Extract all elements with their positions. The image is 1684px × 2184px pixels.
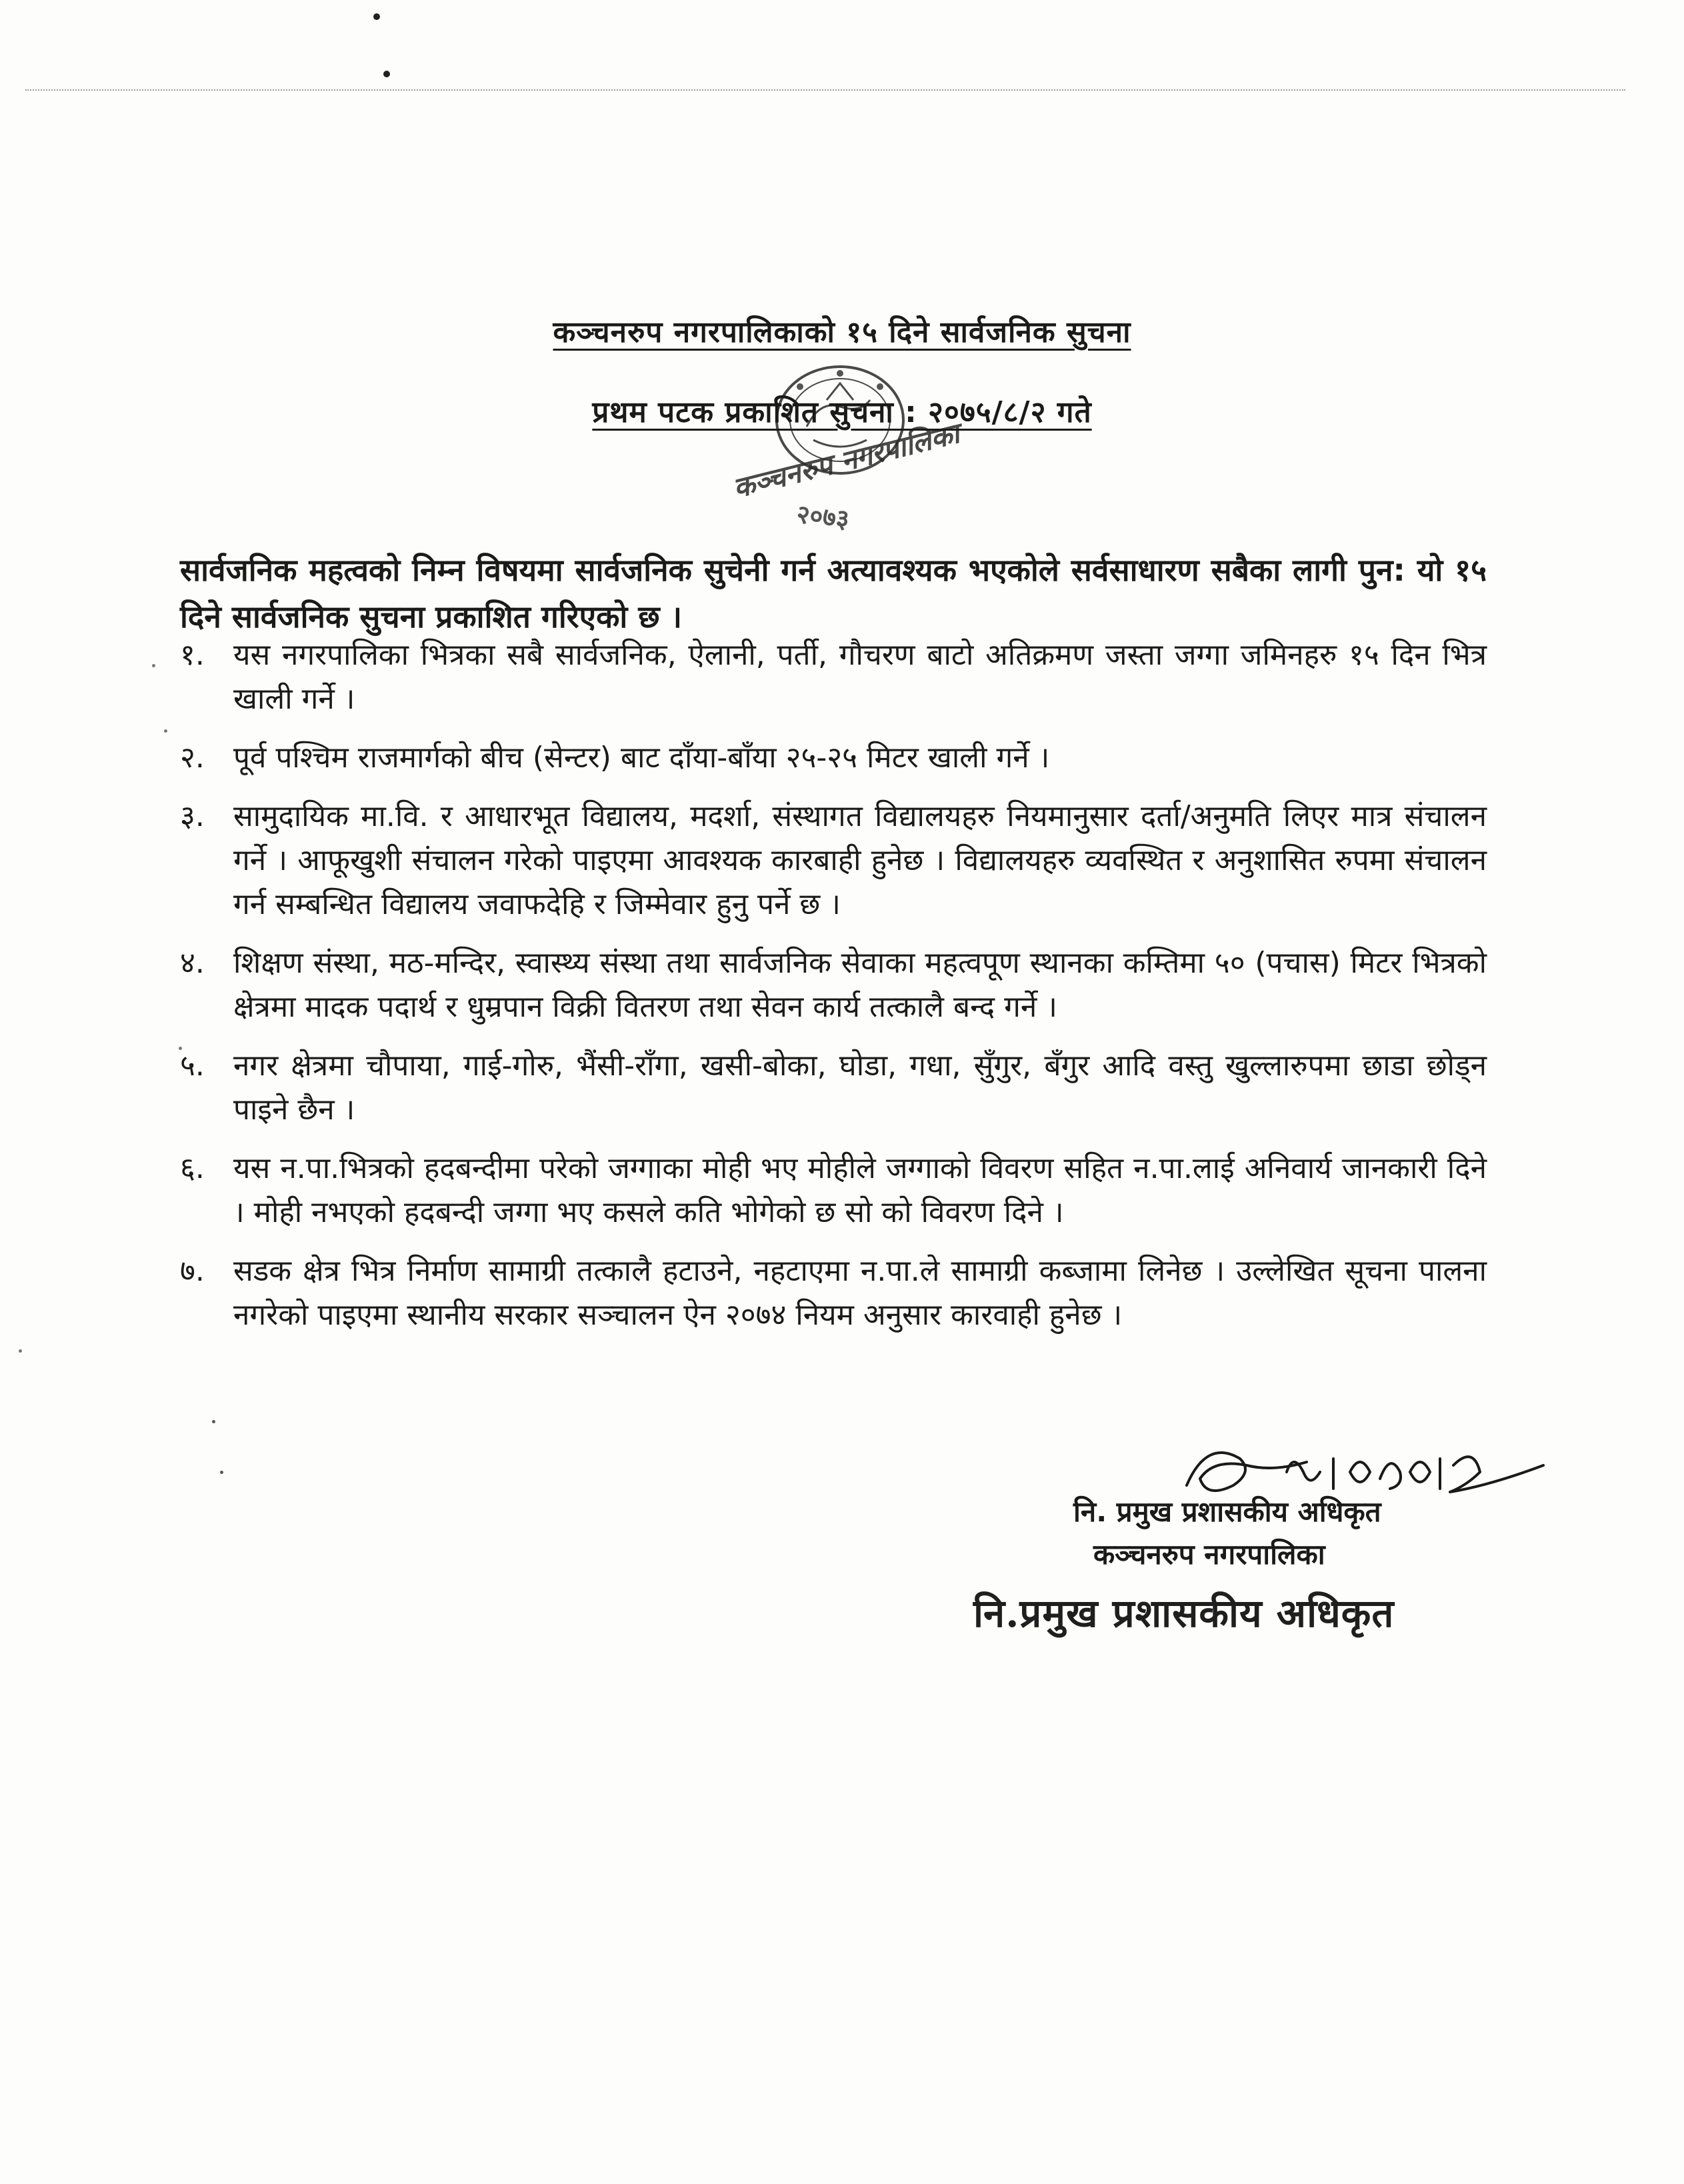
scan-speck [164,729,167,733]
notice-subtitle-text: प्रथम पटक प्रकाशित सुचना : २०७५/८/२ गते [592,395,1092,429]
item-number: २. [180,741,205,775]
scan-speck [19,1349,22,1353]
signatory-rubber-stamp: नि.प्रमुख प्रशासकीय अधिकृत [973,1591,1395,1636]
notice-title-text: कञ्चनरुप नगरपालिकाको १५ दिने सार्वजनिक सुचना [553,315,1131,349]
item-text: नगर क्षेत्रमा चौपाया, गाई-गोरु, भैंसी-राँगा, खसी-बोका, घोडा, गधा, सुँगुर, बँगुर आदि वस्तु खुल्लारुपमा छाडा छोड्न पाइने छैन । [233,1049,1487,1127]
item-number: १. [180,638,205,672]
scan-speck [383,71,390,77]
notice-title [0,311,1684,351]
signature-block [973,1432,1547,1859]
item-number: ४. [180,946,205,980]
item-text: यस न.पा.भित्रको हदबन्दीमा परेको जग्गाका मोही भए मोहीले जग्गाको विवरण सहित न.पा.लाई अनिवार्य जानकारी दिने । मोही नभएको हदबन्दी जग्गा भए कसले कति भोगेको छ सो को विवरण दिने । [233,1151,1487,1229]
item-number: ३. [180,799,205,833]
office-seal-year: २०७३ [795,499,851,535]
list-item [180,1044,1487,1132]
item-number: ५. [180,1049,205,1083]
signatory-title: नि. प्रमुख प्रशासकीय अधिकृत [1073,1495,1381,1528]
notice-intro-paragraph: सार्वजनिक महत्वको निम्न विषयमा सार्वजनिक सुचेनी गर्न अत्यावश्यक भएकोले सर्वसाधारण सबैका लागी पुन: यो १५ दिने सार्वजनिक सुचना प्रकाशित गरिएको छ । [180,552,1487,635]
notice-items-list [180,633,1487,1352]
list-item [180,941,1487,1029]
list-item [180,633,1487,721]
item-text: सडक क्षेत्र भित्र निर्माण सामाग्री तत्कालै हटाउने, नहटाएमा न.पा.ले सामाग्री कब्जामा लिनेछ । उल्लेखित सूचना पालना नगरेको पाइएमा स्थानीय सरकार सञ्चालन ऐन २०७४ नियम अनुसार कारवाही हुनेछ । [233,1254,1487,1332]
signatory-office: कञ्चनरुप नगरपालिका [1093,1538,1325,1571]
scan-speck [373,13,380,20]
office-seal-text: कञ्चनरुप नगरपालिका [729,417,963,505]
list-item [180,1249,1487,1337]
item-number: ७. [180,1254,205,1288]
item-text: यस नगरपालिका भित्रका सबै सार्वजनिक, ऐलानी, पर्ती, गौचरण बाटो अतिक्रमण जस्ता जग्गा जमिनहरु १५ दिन भित्र खाली गर्ने । [233,638,1487,716]
scan-speck [220,1471,223,1474]
item-number: ६. [180,1151,205,1185]
list-item [180,795,1487,927]
scan-speck [212,1420,215,1423]
scan-speck [152,664,155,667]
item-text: शिक्षण संस्था, मठ-मन्दिर, स्वास्थ्य संस्था तथा सार्वजनिक सेवाका महत्वपूण स्थानका कम्तिमा ५० (पचास) मिटर भित्रको क्षेत्रमा मादक पदार्थ र धुम्रपान विक्री वितरण तथा सेवन कार्य तत्कालै बन्द गर्ने । [233,946,1487,1024]
item-text: सामुदायिक मा.वि. र आधारभूत विद्यालय, मदर्शा, संस्थागत विद्यालयहरु नियमानुसार दर्ता/अनुमति लिएर मात्र संचालन गर्ने । आफूखुशी संचालन गरेको पाइएमा आवश्यक कारबाही हुनेछ । विद्यालयहरु व्यवस्थित र अनुशासित रुपमा संचालन गर्न सम्बन्धित विद्यालय जवाफदेहि र जिम्मेवार हुनु पर्ने छ । [233,799,1487,921]
list-item [180,736,1487,780]
list-item [180,1147,1487,1235]
item-text: पूर्व पश्चिम राजमार्गको बीच (सेन्टर) बाट दाँया-बाँया २५-२५ मिटर खाली गर्ने । [233,741,1050,775]
notice-subtitle [0,391,1684,431]
top-dotted-rule [25,89,1625,91]
